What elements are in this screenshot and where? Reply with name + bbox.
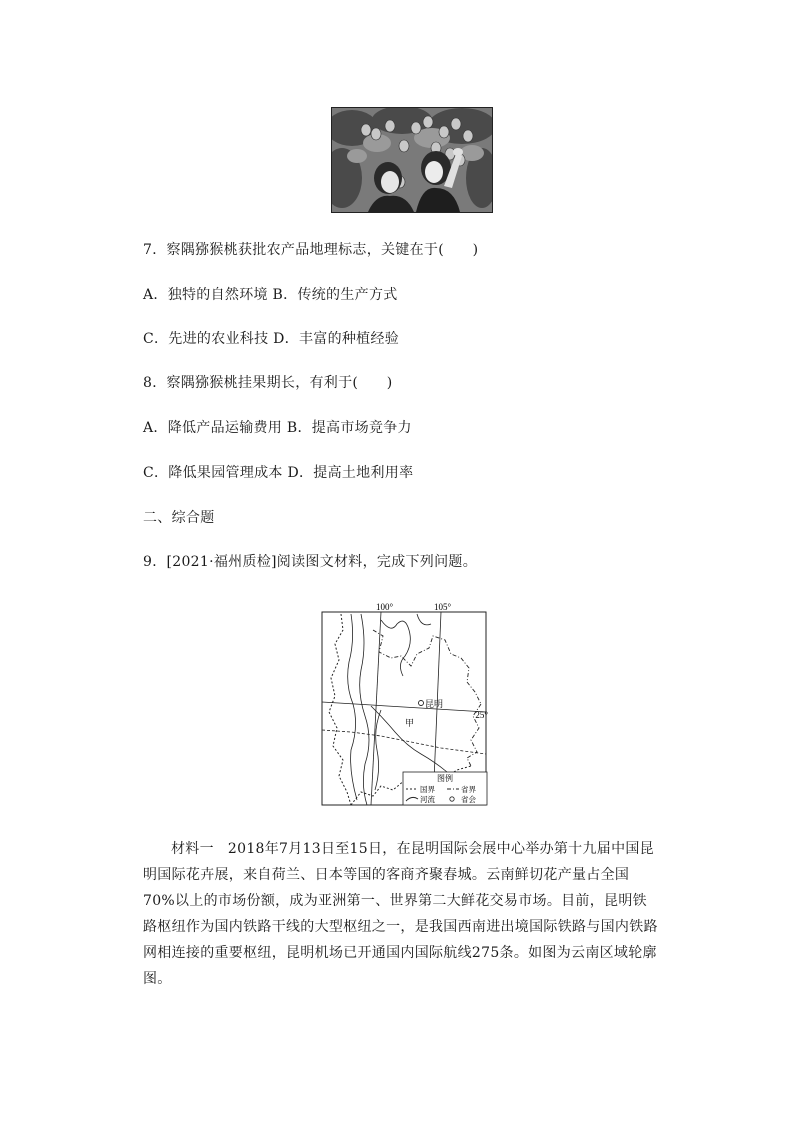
question-7-options-ab: A．独特的自然环境 B．传统的生产方式 [143, 287, 398, 303]
legend-title: 图例 [437, 774, 453, 783]
jia-label: 甲 [405, 718, 415, 728]
river-south-branch [375, 710, 381, 790]
kunming-capital-icon [419, 701, 424, 706]
legend-provincial-border: 省界 [461, 785, 476, 794]
lon-105-label: 105° [434, 602, 452, 612]
national-border-west [329, 614, 351, 805]
photo-of-two-women-picking-kiwifruit-icon [332, 108, 492, 212]
question-8-options-ab: A．降低产品运输费用 B．提高市场竞争力 [143, 420, 412, 436]
lat-25-label: 25° [475, 710, 488, 720]
material-1-paragraph [143, 836, 658, 992]
section-heading: 二、综合题 [143, 510, 215, 526]
kunming-label: 昆明 [425, 699, 444, 709]
dashed-line-south [322, 730, 486, 754]
provincial-border-north [373, 630, 481, 704]
material-1-text: 2018年7月13日至15日，在昆明国际会展中心举办第十九届中国昆明国际花卉展，来自荷兰、日本等国的客商齐聚春城。云南鲜切花产量占全国70%以上的市场份额，成为亚洲第一、世界第二大鲜花交易市场。目前，昆明铁路枢纽作为国内铁路干线的大型枢纽之一，是我国西南进出境国际铁路与国内铁路网相连接的重要枢纽，昆明机场已开通国内国际航线275条。如图为云南区域轮廓图。 [143, 841, 658, 987]
question-8-stem: 8．察隅猕猴桃挂果期长，有利于( ) [143, 375, 393, 391]
longitude-100-line [371, 612, 381, 805]
legend-national-border: 国界 [420, 785, 435, 794]
river-nu [348, 614, 357, 800]
question-7-options-cd: C．先进的农业科技 D．丰富的种植经验 [143, 331, 400, 347]
question-8-options-cd: C．降低果园管理成本 D．提高土地利用率 [143, 465, 414, 481]
question-9-stem: 9．[2021·福州质检]阅读图文材料，完成下列问题。 [143, 554, 478, 570]
river-jinsha [381, 620, 410, 676]
latitude-25-line [322, 702, 486, 712]
river-north-branch [417, 614, 431, 625]
material-1-label: 材料一 [171, 841, 214, 857]
lon-100-label: 100° [376, 602, 394, 612]
kiwifruit-photo [331, 107, 493, 213]
question-7-stem: 7．察隅猕猴桃获批农产品地理标志，关键在于( ) [143, 242, 479, 258]
river-lancang [360, 614, 369, 805]
legend-capital-icon [450, 797, 454, 801]
legend-river: 河流 [420, 795, 435, 804]
legend-capital: 省会 [461, 795, 476, 804]
yunnan-outline-map [321, 600, 491, 810]
